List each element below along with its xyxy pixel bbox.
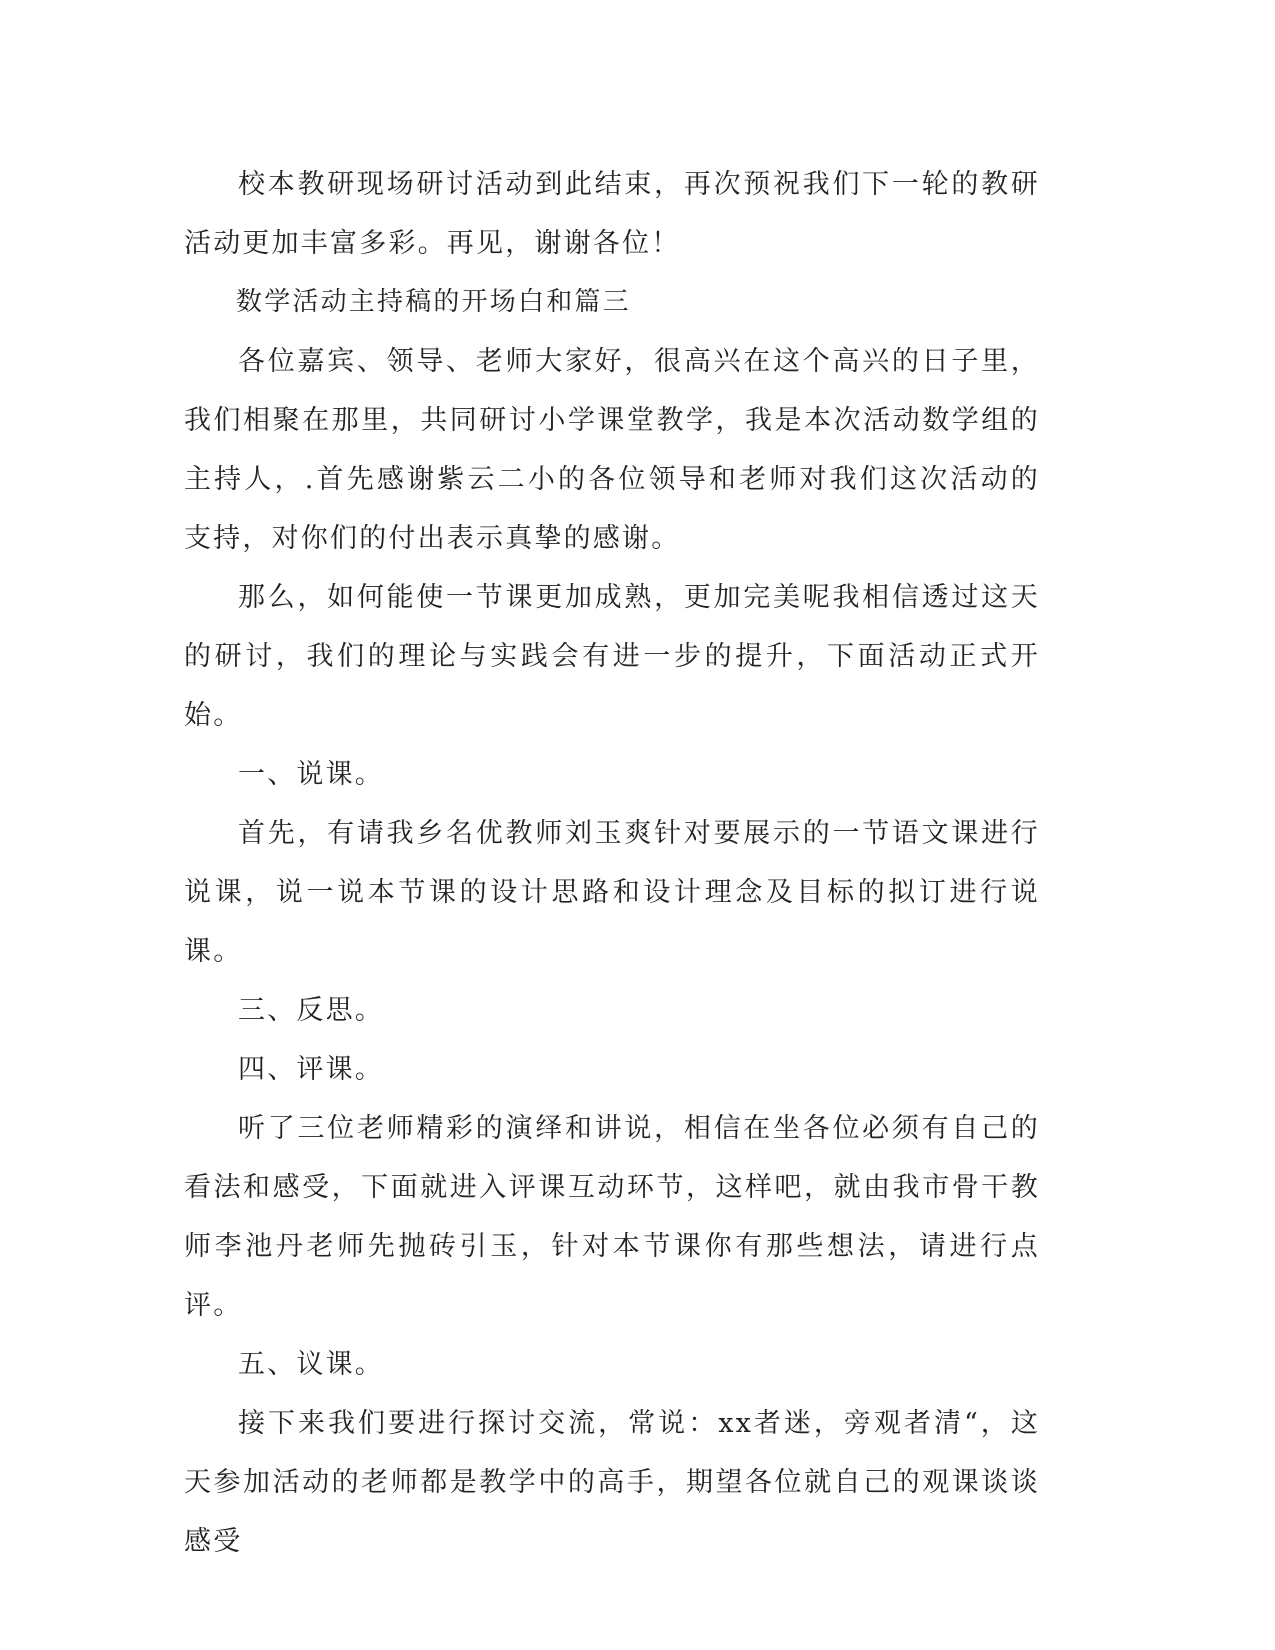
list-heading-discussion: 五、议课。 [238, 1349, 384, 1380]
document-body [184, 155, 1040, 1571]
paragraph-evaluation: 听了三位老师精彩的演绎和讲说，相信在坐各位必须有自己的看法和感受，下面就进入评课互动环节，这样吧，就由我市骨干教师李池丹老师先抛砖引玉，针对本节课你有那些想法，请进行点评。 [184, 1113, 1040, 1321]
list-heading-evaluation: 四、评课。 [238, 1054, 384, 1085]
paragraph-greeting: 各位嘉宾、领导、老师大家好，很高兴在这个高兴的日子里，我们相聚在那里，共同研讨小学课堂教学，我是本次活动数学组的主持人，.首先感谢紫云二小的各位领导和老师对我们这次活动的支持，对你们的付出表示真挚的感谢。 [184, 346, 1040, 554]
paragraph-lesson-talk: 首先，有请我乡名优教师刘玉爽针对要展示的一节语文课进行说课，说一说本节课的设计思路和设计理念及目标的拟订进行说课。 [184, 818, 1040, 967]
list-heading-lesson-talk: 一、说课。 [238, 759, 384, 790]
paragraph-discussion: 接下来我们要进行探讨交流，常说：xx者迷，旁观者清“，这天参加活动的老师都是教学中的高手，期望各位就自己的观课谈谈感受 [184, 1408, 1040, 1557]
list-heading-reflection: 三、反思。 [238, 995, 384, 1026]
paragraph-introduction: 那么，如何能使一节课更加成熟，更加完美呢我相信透过这天的研讨，我们的理论与实践会有进一步的提升，下面活动正式开始。 [184, 582, 1040, 731]
paragraph-closing-remarks: 校本教研现场研讨活动到此结束，再次预祝我们下一轮的教研活动更加丰富多彩。再见，谢谢各位！ [184, 169, 1040, 259]
section-title: 数学活动主持稿的开场白和篇三 [236, 287, 631, 317]
